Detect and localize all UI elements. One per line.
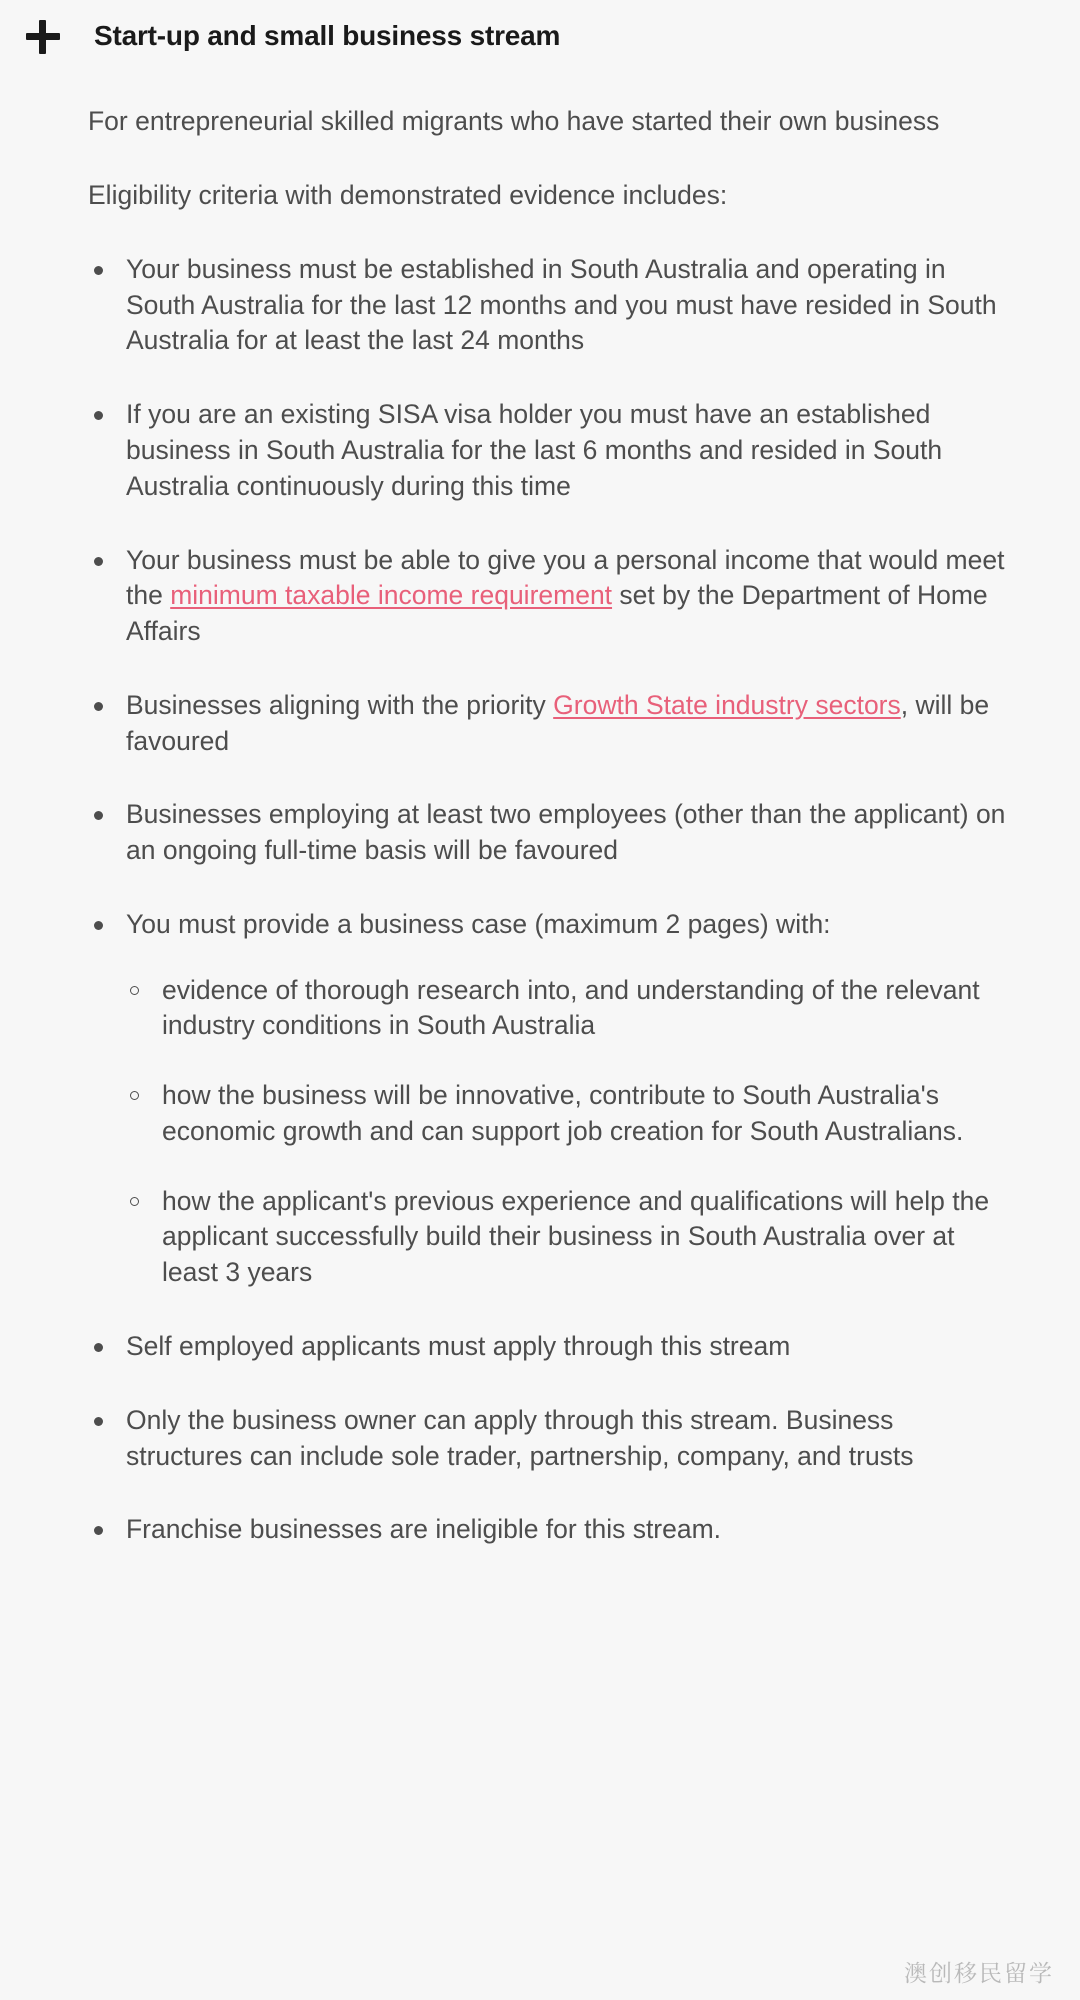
minimum-taxable-income-link[interactable]: minimum taxable income requirement — [170, 580, 613, 611]
list-item — [88, 797, 1006, 869]
criteria-text: Your business must be established in South Australia and operating in South Australia for the last 12 months and you must have resided in South Australia for at least the last 24 months — [126, 253, 997, 356]
criteria-text-part: Businesses aligning with the priority — [126, 689, 554, 720]
intro-paragraph-2: Eligibility criteria with demonstrated evidence includes: — [88, 180, 728, 211]
list-item — [88, 688, 1006, 760]
list-item — [88, 1403, 1006, 1475]
growth-state-industry-sectors-link[interactable]: Growth State industry sectors — [553, 689, 901, 720]
criteria-text-part: , will be favoured — [126, 689, 990, 756]
accordion-content — [0, 54, 1080, 1626]
criteria-text: Franchise businesses are ineligible for this stream. — [126, 1514, 722, 1545]
criteria-subtext: how the applicant's previous experience and qualifications will help the applicant successfully build their business in South Australia over at least 3 years — [162, 1185, 990, 1288]
criteria-subtext: evidence of thorough research into, and understanding of the relevant industry conditions in South Australia — [162, 974, 980, 1041]
plus-icon[interactable] — [26, 20, 60, 54]
criteria-text: Businesses employing at least two employees (other than the applicant) on an ongoing full-time basis will be favoured — [126, 799, 1006, 866]
watermark: 澳创移民留学 — [904, 1961, 1054, 1987]
criteria-text: Only the business owner can apply through this stream. Business structures can include sole trader, partnership, company, and trusts — [126, 1404, 914, 1471]
page-title: Start-up and small business stream — [94, 20, 561, 51]
criteria-text: If you are an existing SISA visa holder you must have an established business in South Australia for the last 6 months and resided in South Australia continuously during this time — [126, 399, 943, 501]
eligibility-criteria-list — [88, 252, 1020, 1548]
list-item — [126, 1184, 1006, 1291]
accordion-header[interactable] — [0, 0, 1080, 54]
list-item — [88, 252, 1006, 359]
list-item — [88, 1512, 1006, 1548]
list-item — [88, 397, 1006, 504]
intro-paragraph-1: For entrepreneurial skilled migrants who have started their own business — [88, 106, 940, 137]
list-item — [88, 1329, 1006, 1365]
criteria-text-part: Your business must be able to give you a personal income that would meet the — [126, 544, 1005, 611]
criteria-text-part: set by the Department of Home Affairs — [126, 580, 988, 647]
criteria-subtext: how the business will be innovative, contribute to South Australia's economic growth and can support job creation for South Australians. — [162, 1080, 964, 1146]
list-item — [126, 973, 1006, 1045]
list-item — [88, 543, 1006, 650]
criteria-text: Self employed applicants must apply through this stream — [126, 1331, 791, 1361]
criteria-text: You must provide a business case (maximum 2 pages) with: — [126, 908, 831, 939]
list-item — [126, 1078, 1006, 1150]
list-item — [88, 907, 1006, 1291]
business-case-sublist — [126, 973, 1006, 1291]
